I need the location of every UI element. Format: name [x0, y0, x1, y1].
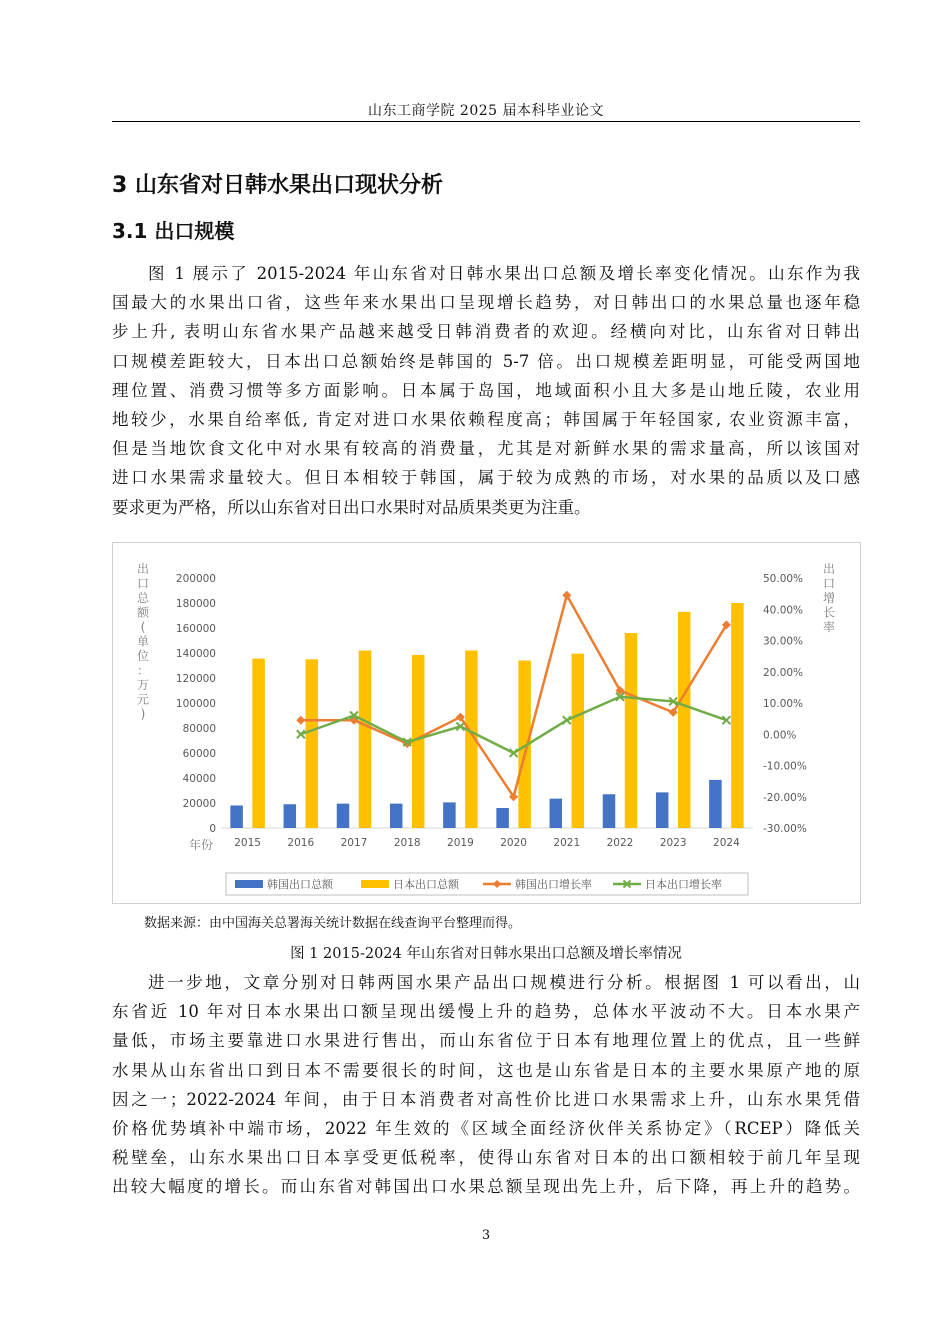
y-tick-label: 100000 — [175, 698, 216, 710]
x-tick-label: 2021 — [553, 837, 581, 849]
x-tick-label: 2023 — [659, 837, 687, 849]
bar-japan — [252, 659, 265, 828]
paragraph-line: 量低，市场主要靠进口水果进行售出，而山东省位于日本有地理位置上的优点，且一些鲜 — [112, 1031, 860, 1051]
y-axis-title: 出口总额(单位：万元) — [136, 562, 150, 721]
figure-1-chart — [112, 542, 861, 904]
chart-svg — [113, 543, 860, 903]
paragraph-line: 因之一；2022-2024 年间，由于日本消费者对高性价比进口水果需求上升，山东水果凭借 — [112, 1089, 860, 1109]
paragraph-line: 图 1 展示了 2015-2024 年山东省对日韩水果出口总额及增长率变化情况。山东作为我 — [148, 264, 860, 283]
bar-japan — [678, 612, 691, 828]
bar-japan — [731, 603, 744, 828]
y2-tick-label: 50.00% — [763, 573, 804, 585]
legend-swatch — [361, 880, 389, 888]
header-rule — [112, 121, 860, 122]
y-tick-label: 120000 — [175, 673, 216, 685]
paragraph-line: 但是当地饮食文化中对水果有较高的消费量，尤其是对新鲜水果的需求量高，所以该国对 — [112, 439, 860, 459]
x-tick-label: 2016 — [287, 837, 315, 849]
bar-korea — [443, 802, 456, 828]
x-tick-label: 2015 — [234, 837, 261, 849]
x-tick-label: 2018 — [393, 837, 421, 849]
bar-korea — [603, 794, 616, 828]
paragraph-line: 步上升, 表明山东省水果产品越来越受日韩消费者的欢迎。经横向对比，山东省对日韩出 — [112, 322, 860, 342]
figure-caption: 图 1 2015-2024 年山东省对日韩水果出口总额及增长率情况 — [290, 946, 682, 962]
y-tick-label: 20000 — [182, 798, 216, 810]
paragraph-line: 进一步地，文章分别对日韩两国水果产品出口规模进行分析。根据图 1 可以看出，山 — [148, 973, 860, 992]
bar-japan — [306, 659, 319, 828]
x-tick-label: 2017 — [340, 837, 368, 849]
legend-swatch — [235, 880, 263, 888]
y2-tick-label: -30.00% — [763, 823, 807, 835]
paragraph-line: 国最大的水果出口省，这些年来水果出口呈现增长趋势，对日韩出口的水果总量也逐年稳 — [112, 293, 860, 313]
paragraph-2 — [112, 968, 860, 1202]
y2-tick-label: 40.00% — [763, 604, 804, 617]
paragraph-line: 税壁垒，山东水果出口日本享受更低税率，使得山东省对日本的出口额相较于前几年呈现 — [112, 1148, 860, 1168]
figure-source-note: 数据来源：由中国海关总署海关统计数据在线查询平台整理而得。 — [144, 916, 522, 931]
running-header: 山东工商学院 2025 届本科毕业论文 — [367, 103, 605, 119]
y-tick-label: 200000 — [175, 573, 216, 585]
y-tick-label: 140000 — [175, 648, 216, 660]
paragraph-line: 口规模差距较大，日本出口总额始终是韩国的 5-7 倍。出口规模差距明显，可能受两国地 — [112, 351, 860, 371]
x-tick-label: 2020 — [500, 837, 527, 849]
section-title: 3 山东省对日韩水果出口现状分析 — [112, 173, 443, 198]
legend-label: 日本出口总额 — [393, 878, 459, 891]
legend-label: 韩国出口总额 — [267, 878, 333, 891]
x-tick-label: 2024 — [713, 837, 740, 849]
y2-tick-label: 20.00% — [763, 666, 804, 679]
legend-label: 日本出口增长率 — [645, 878, 722, 891]
y-tick-label: 40000 — [182, 773, 216, 785]
y2-tick-label: -20.00% — [763, 791, 807, 804]
paragraph-line: 地较少，水果自给率低, 肯定对进口水果依赖程度高；韩国属于年轻国家, 农业资源丰富， — [112, 410, 860, 430]
bar-korea — [337, 804, 350, 828]
y2-tick-label: -10.00% — [763, 760, 807, 773]
bar-japan — [359, 651, 372, 829]
paragraph-line: 水果从山东省出口到日本不需要很长的时间，这也是山东省是日本的主要水果原产地的原 — [112, 1060, 860, 1080]
y2-tick-label: 10.00% — [763, 698, 804, 710]
legend-label: 韩国出口增长率 — [515, 878, 592, 891]
bar-korea — [284, 804, 297, 828]
subsection-title: 3.1 出口规模 — [112, 219, 235, 243]
page-number: 3 — [481, 1228, 491, 1243]
paragraph-line: 进口水果需求量较大。但日本相较于韩国，属于较为成熟的市场，对水果的品质以及口感 — [112, 468, 860, 488]
y2-tick-label: 30.00% — [763, 635, 804, 648]
bar-korea — [230, 806, 243, 829]
y-tick-label: 180000 — [175, 598, 216, 610]
y-tick-label: 60000 — [182, 748, 216, 760]
x-tick-label: 2019 — [447, 837, 474, 849]
marker-japan-growth — [510, 749, 518, 757]
paragraph-1 — [112, 259, 860, 522]
paragraph-line: 理位置、消费习惯等多方面影响。日本属于岛国，地域面积小且大多是山地丘陵，农业用 — [112, 380, 860, 400]
y-tick-label: 160000 — [175, 623, 216, 635]
paragraph-line: 要求更为严格，所以山东省对日出口水果时对品质果类更为注重。 — [112, 497, 591, 517]
bar-korea — [390, 804, 403, 828]
y2-axis-title: 出口增长率 — [822, 562, 836, 634]
bar-korea — [496, 808, 509, 828]
y2-tick-label: 0.00% — [763, 729, 797, 742]
bar-korea — [550, 799, 563, 828]
y-tick-label: 0 — [209, 823, 216, 835]
bar-korea — [709, 780, 722, 828]
x-axis-title: 年份 — [188, 838, 214, 852]
paragraph-line: 出较大幅度的增长。而山东省对韩国出口水果总额呈现出先上升，后下降，再上升的趋势。 — [112, 1177, 860, 1197]
bar-japan — [625, 633, 638, 828]
y-tick-label: 80000 — [182, 723, 216, 735]
paragraph-line: 价格优势填补中端市场，2022 年生效的《区域全面经济伙伴关系协定》（RCEP）降低关 — [112, 1119, 860, 1139]
paragraph-line: 东省近 10 年对日本水果出口额呈现出缓慢上升的趋势，总体水平波动不大。日本水果产 — [112, 1002, 860, 1022]
x-tick-label: 2022 — [606, 837, 634, 849]
bar-korea — [656, 792, 669, 828]
bar-japan — [572, 654, 585, 828]
marker-korea-growth — [296, 716, 305, 725]
